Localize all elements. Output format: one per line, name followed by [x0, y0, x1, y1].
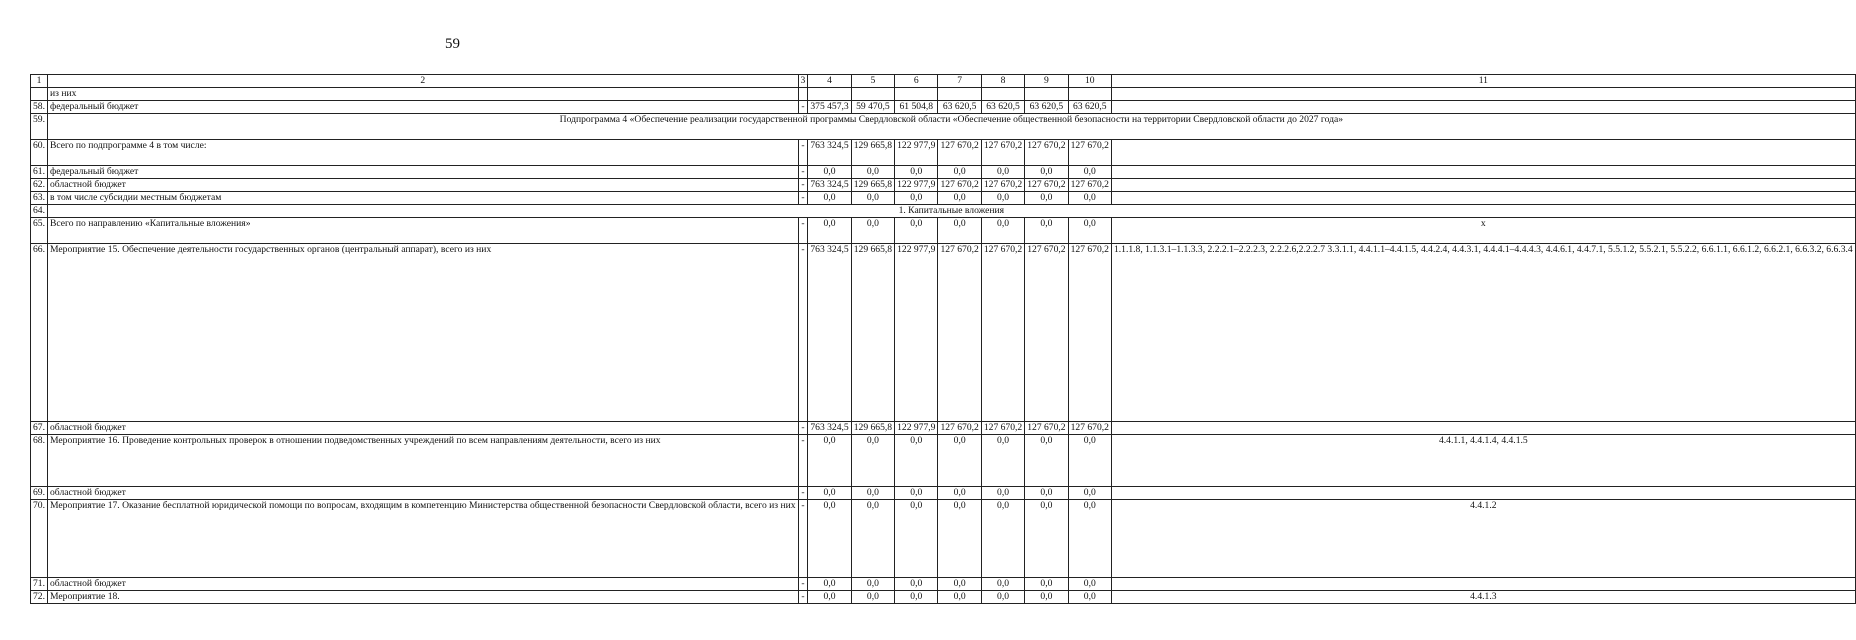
amount-cell-col8: 127 670,2: [981, 178, 1024, 191]
amount-cell-col10: [1068, 88, 1111, 101]
row-number: 61.: [31, 165, 48, 178]
row-number: 70.: [31, 499, 48, 577]
amount-cell-col7: 127 670,2: [938, 243, 981, 421]
amount-cell-col6: 122 977,9: [895, 178, 938, 191]
amount-cell-col10: 0,0: [1068, 590, 1111, 603]
amount-cell-col6: [895, 88, 938, 101]
col3-cell: -: [798, 217, 808, 243]
amount-cell-col4: 375 457,3: [808, 101, 851, 114]
amount-cell-col4: 0,0: [808, 590, 851, 603]
amount-cell-col5: 0,0: [851, 590, 894, 603]
amount-cell-col4: 763 324,5: [808, 139, 851, 165]
amount-cell-col7: [938, 88, 981, 101]
amount-cell-col7: 127 670,2: [938, 421, 981, 434]
target-codes-cell: [1111, 486, 1855, 499]
row-description: областной бюджет: [48, 421, 799, 434]
col3-cell: -: [798, 139, 808, 165]
amount-cell-col5: 129 665,8: [851, 243, 894, 421]
row-number: 63.: [31, 191, 48, 204]
table-header-row: [31, 75, 1856, 88]
amount-cell-col10: 0,0: [1068, 217, 1111, 243]
target-codes-cell: [1111, 139, 1855, 165]
amount-cell-col9: 0,0: [1025, 165, 1068, 178]
row-number: 65.: [31, 217, 48, 243]
header-cell-col11: 11: [1111, 75, 1855, 88]
amount-cell-col10: 127 670,2: [1068, 421, 1111, 434]
amount-cell-col4: 0,0: [808, 499, 851, 577]
amount-cell-col9: [1025, 88, 1068, 101]
row-description: областной бюджет: [48, 577, 799, 590]
amount-cell-col7: 0,0: [938, 434, 981, 486]
target-codes-cell: [1111, 88, 1855, 101]
target-codes-cell: x: [1111, 217, 1855, 243]
amount-cell-col5: 0,0: [851, 217, 894, 243]
amount-cell-col10: 127 670,2: [1068, 243, 1111, 421]
section-title: 1. Капитальные вложения: [48, 204, 1856, 217]
col3-cell: -: [798, 434, 808, 486]
table-row: [31, 590, 1856, 603]
table-row: [31, 217, 1856, 243]
amount-cell-col8: 63 620,5: [981, 101, 1024, 114]
row-number: 60.: [31, 139, 48, 165]
header-cell-col4: 4: [808, 75, 851, 88]
table-row: [31, 486, 1856, 499]
amount-cell-col8: 0,0: [981, 499, 1024, 577]
amount-cell-col8: 0,0: [981, 486, 1024, 499]
amount-cell-col6: 0,0: [895, 590, 938, 603]
col3-cell: -: [798, 165, 808, 178]
amount-cell-col9: 0,0: [1025, 499, 1068, 577]
amount-cell-col5: 129 665,8: [851, 421, 894, 434]
header-cell-col8: 8: [981, 75, 1024, 88]
header-cell-col9: 9: [1025, 75, 1068, 88]
amount-cell-col7: 0,0: [938, 590, 981, 603]
amount-cell-col9: 0,0: [1025, 590, 1068, 603]
amount-cell-col6: 61 504,8: [895, 101, 938, 114]
target-codes-cell: [1111, 165, 1855, 178]
amount-cell-col10: 0,0: [1068, 434, 1111, 486]
amount-cell-col8: 0,0: [981, 191, 1024, 204]
table-row: [31, 165, 1856, 178]
col3-cell: -: [798, 486, 808, 499]
target-codes-cell: [1111, 191, 1855, 204]
amount-cell-col5: 0,0: [851, 486, 894, 499]
row-number: 72.: [31, 590, 48, 603]
header-cell-col10: 10: [1068, 75, 1111, 88]
header-cell-col2: 2: [48, 75, 799, 88]
amount-cell-col9: 0,0: [1025, 434, 1068, 486]
amount-cell-col7: 0,0: [938, 486, 981, 499]
amount-cell-col5: 0,0: [851, 191, 894, 204]
amount-cell-col5: [851, 88, 894, 101]
amount-cell-col4: 0,0: [808, 577, 851, 590]
target-codes-cell: [1111, 101, 1855, 114]
amount-cell-col4: 0,0: [808, 165, 851, 178]
amount-cell-col9: 0,0: [1025, 486, 1068, 499]
amount-cell-col10: 0,0: [1068, 191, 1111, 204]
amount-cell-col10: 0,0: [1068, 577, 1111, 590]
table-row: [31, 204, 1856, 217]
amount-cell-col6: 0,0: [895, 434, 938, 486]
amount-cell-col8: 127 670,2: [981, 243, 1024, 421]
amount-cell-col10: 127 670,2: [1068, 178, 1111, 191]
table-row: [31, 499, 1856, 577]
header-cell-col3: 3: [798, 75, 808, 88]
table-row: [31, 421, 1856, 434]
table-row: [31, 577, 1856, 590]
amount-cell-col4: [808, 88, 851, 101]
col3-cell: -: [798, 178, 808, 191]
table-row: [31, 113, 1856, 139]
amount-cell-col9: 63 620,5: [1025, 101, 1068, 114]
amount-cell-col6: 122 977,9: [895, 243, 938, 421]
table-row: [31, 139, 1856, 165]
row-description: из них: [48, 88, 799, 101]
amount-cell-col6: 122 977,9: [895, 421, 938, 434]
row-description: областной бюджет: [48, 486, 799, 499]
amount-cell-col4: 0,0: [808, 434, 851, 486]
row-number: 64.: [31, 204, 48, 217]
amount-cell-col8: 0,0: [981, 590, 1024, 603]
amount-cell-col7: 0,0: [938, 191, 981, 204]
header-cell-col6: 6: [895, 75, 938, 88]
amount-cell-col6: 0,0: [895, 191, 938, 204]
row-number: 59.: [31, 113, 48, 139]
amount-cell-col7: 127 670,2: [938, 139, 981, 165]
amount-cell-col6: 0,0: [895, 499, 938, 577]
amount-cell-col5: 0,0: [851, 577, 894, 590]
amount-cell-col7: 0,0: [938, 217, 981, 243]
header-cell-col7: 7: [938, 75, 981, 88]
row-number: 62.: [31, 178, 48, 191]
col3-cell: -: [798, 421, 808, 434]
target-codes-cell: 1.1.1.8, 1.1.3.1–1.1.3.3, 2.2.2.1–2.2.2.3, 2.2.2.6,2.2.2.7 3.3.1.1, 4.4.1.1–4.4.1.5, 4.4.2.4, 4.4.3.1, 4.4.4.1–4.4.4.3, 4.4.6.1, 4.4.7.1, 5.5.1.2, 5.5.2.1, 5.5.2.2, 6.6.1.1, 6.6.1.2, 6.6.2.1, 6.6.3.2, 6.6.3.4: [1111, 243, 1855, 421]
amount-cell-col9: 0,0: [1025, 217, 1068, 243]
target-codes-cell: [1111, 421, 1855, 434]
amount-cell-col8: 0,0: [981, 165, 1024, 178]
amount-cell-col10: 0,0: [1068, 165, 1111, 178]
amount-cell-col5: 0,0: [851, 165, 894, 178]
amount-cell-col8: [981, 88, 1024, 101]
row-description: федеральный бюджет: [48, 101, 799, 114]
amount-cell-col4: 763 324,5: [808, 421, 851, 434]
target-codes-cell: [1111, 577, 1855, 590]
row-number: 67.: [31, 421, 48, 434]
amount-cell-col8: 127 670,2: [981, 421, 1024, 434]
col3-cell: [798, 88, 808, 101]
amount-cell-col6: 0,0: [895, 165, 938, 178]
amount-cell-col4: 763 324,5: [808, 178, 851, 191]
row-description: Мероприятие 16. Проведение контрольных проверок в отношении подведомственных учреждений по всем направлениям деятельности, всего из них: [48, 434, 799, 486]
row-description: Всего по направлению «Капитальные вложения»: [48, 217, 799, 243]
amount-cell-col9: 0,0: [1025, 191, 1068, 204]
header-cell-col5: 5: [851, 75, 894, 88]
amount-cell-col5: 0,0: [851, 499, 894, 577]
amount-cell-col7: 127 670,2: [938, 178, 981, 191]
amount-cell-col4: 0,0: [808, 191, 851, 204]
amount-cell-col9: 127 670,2: [1025, 243, 1068, 421]
target-codes-cell: 4.4.1.3: [1111, 590, 1855, 603]
amount-cell-col4: 0,0: [808, 486, 851, 499]
table-row: [31, 191, 1856, 204]
row-description: в том числе субсидии местным бюджетам: [48, 191, 799, 204]
table-row: [31, 178, 1856, 191]
amount-cell-col10: 0,0: [1068, 499, 1111, 577]
amount-cell-col5: 0,0: [851, 434, 894, 486]
amount-cell-col8: 0,0: [981, 217, 1024, 243]
row-number: [31, 88, 48, 101]
row-description: Всего по подпрограмме 4 в том числе:: [48, 139, 799, 165]
row-description: федеральный бюджет: [48, 165, 799, 178]
col3-cell: -: [798, 499, 808, 577]
row-description: Мероприятие 15. Обеспечение деятельности государственных органов (центральный аппарат), всего из них: [48, 243, 799, 421]
target-codes-cell: [1111, 178, 1855, 191]
amount-cell-col7: 0,0: [938, 577, 981, 590]
amount-cell-col4: 763 324,5: [808, 243, 851, 421]
row-number: 69.: [31, 486, 48, 499]
amount-cell-col7: 0,0: [938, 165, 981, 178]
amount-cell-col6: 0,0: [895, 217, 938, 243]
amount-cell-col8: 0,0: [981, 577, 1024, 590]
amount-cell-col10: 63 620,5: [1068, 101, 1111, 114]
target-codes-cell: 4.4.1.2: [1111, 499, 1855, 577]
col3-cell: -: [798, 590, 808, 603]
amount-cell-col5: 59 470,5: [851, 101, 894, 114]
row-description: областной бюджет: [48, 178, 799, 191]
amount-cell-col4: 0,0: [808, 217, 851, 243]
amount-cell-col9: 127 670,2: [1025, 178, 1068, 191]
amount-cell-col8: 127 670,2: [981, 139, 1024, 165]
amount-cell-col6: 0,0: [895, 577, 938, 590]
row-description: Мероприятие 17. Оказание бесплатной юридической помощи по вопросам, входящим в компетенцию Министерства общественной безопасности Свердловской области, всего из них: [48, 499, 799, 577]
table-row: [31, 434, 1856, 486]
amount-cell-col8: 0,0: [981, 434, 1024, 486]
table-row: [31, 101, 1856, 114]
budget-table: [30, 74, 1856, 604]
col3-cell: -: [798, 577, 808, 590]
row-description: Мероприятие 18.: [48, 590, 799, 603]
amount-cell-col9: 127 670,2: [1025, 139, 1068, 165]
table-row: [31, 243, 1856, 421]
amount-cell-col6: 122 977,9: [895, 139, 938, 165]
amount-cell-col10: 127 670,2: [1068, 139, 1111, 165]
page-number: 59: [445, 36, 460, 52]
header-cell-col1: 1: [31, 75, 48, 88]
amount-cell-col6: 0,0: [895, 486, 938, 499]
amount-cell-col7: 63 620,5: [938, 101, 981, 114]
amount-cell-col9: 0,0: [1025, 577, 1068, 590]
col3-cell: -: [798, 191, 808, 204]
section-title: Подпрограмма 4 «Обеспечение реализации государственной программы Свердловской области «Обеспечение общественной безопасности на территории Свердловской области до 2027 года»: [48, 113, 1856, 139]
table-row: [31, 88, 1856, 101]
row-number: 68.: [31, 434, 48, 486]
amount-cell-col7: 0,0: [938, 499, 981, 577]
amount-cell-col5: 129 665,8: [851, 139, 894, 165]
amount-cell-col5: 129 665,8: [851, 178, 894, 191]
row-number: 71.: [31, 577, 48, 590]
amount-cell-col10: 0,0: [1068, 486, 1111, 499]
amount-cell-col9: 127 670,2: [1025, 421, 1068, 434]
row-number: 58.: [31, 101, 48, 114]
target-codes-cell: 4.4.1.1, 4.4.1.4, 4.4.1.5: [1111, 434, 1855, 486]
row-number: 66.: [31, 243, 48, 421]
col3-cell: -: [798, 243, 808, 421]
col3-cell: -: [798, 101, 808, 114]
